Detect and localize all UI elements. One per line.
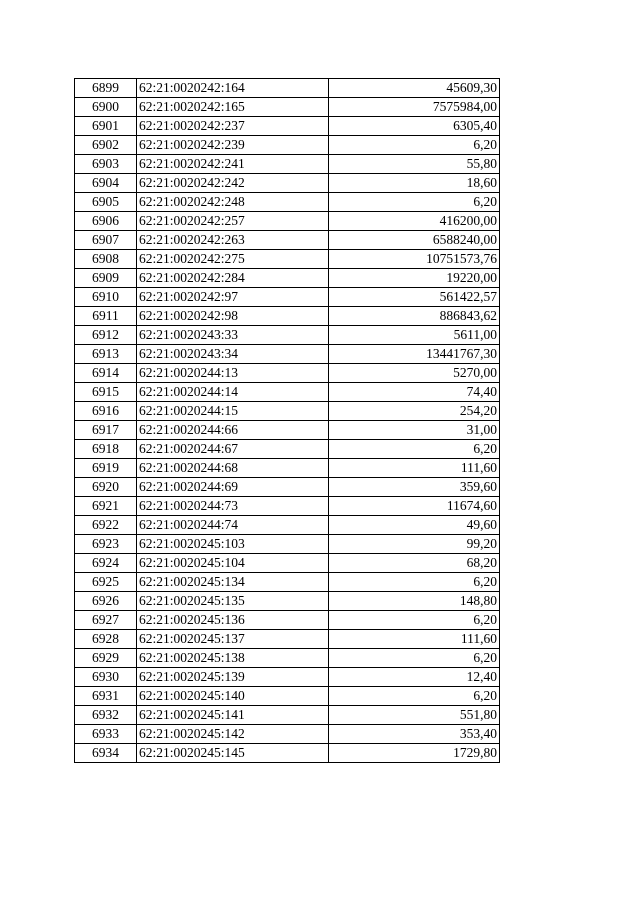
value-cell: 10751573,76 bbox=[329, 250, 500, 269]
cadastral-number-cell: 62:21:0020245:140 bbox=[137, 687, 329, 706]
value-cell: 18,60 bbox=[329, 174, 500, 193]
cadastral-number-cell: 62:21:0020242:275 bbox=[137, 250, 329, 269]
row-number-cell: 6926 bbox=[75, 592, 137, 611]
value-cell: 49,60 bbox=[329, 516, 500, 535]
table-row bbox=[75, 744, 500, 763]
value-cell: 359,60 bbox=[329, 478, 500, 497]
table-row bbox=[75, 269, 500, 288]
value-cell: 6,20 bbox=[329, 193, 500, 212]
row-number-cell: 6923 bbox=[75, 535, 137, 554]
table-row bbox=[75, 402, 500, 421]
table-row bbox=[75, 649, 500, 668]
table-row bbox=[75, 630, 500, 649]
row-number-cell: 6919 bbox=[75, 459, 137, 478]
table-row bbox=[75, 212, 500, 231]
table-row bbox=[75, 573, 500, 592]
row-number-cell: 6903 bbox=[75, 155, 137, 174]
cadastral-number-cell: 62:21:0020245:135 bbox=[137, 592, 329, 611]
value-cell: 1729,80 bbox=[329, 744, 500, 763]
row-number-cell: 6910 bbox=[75, 288, 137, 307]
table-row bbox=[75, 440, 500, 459]
value-cell: 55,80 bbox=[329, 155, 500, 174]
table-row bbox=[75, 592, 500, 611]
value-cell: 99,20 bbox=[329, 535, 500, 554]
table-row bbox=[75, 383, 500, 402]
cadastral-number-cell: 62:21:0020245:137 bbox=[137, 630, 329, 649]
value-cell: 11674,60 bbox=[329, 497, 500, 516]
table-row bbox=[75, 193, 500, 212]
row-number-cell: 6932 bbox=[75, 706, 137, 725]
row-number-cell: 6925 bbox=[75, 573, 137, 592]
cadastral-number-cell: 62:21:0020242:248 bbox=[137, 193, 329, 212]
cadastral-number-cell: 62:21:0020242:164 bbox=[137, 79, 329, 98]
cadastral-number-cell: 62:21:0020242:242 bbox=[137, 174, 329, 193]
cadastral-number-cell: 62:21:0020242:241 bbox=[137, 155, 329, 174]
table-row bbox=[75, 459, 500, 478]
table-row bbox=[75, 155, 500, 174]
value-cell: 68,20 bbox=[329, 554, 500, 573]
row-number-cell: 6915 bbox=[75, 383, 137, 402]
table-row bbox=[75, 554, 500, 573]
row-number-cell: 6902 bbox=[75, 136, 137, 155]
table-body bbox=[75, 79, 500, 763]
value-cell: 6,20 bbox=[329, 136, 500, 155]
cadastral-number-cell: 62:21:0020242:98 bbox=[137, 307, 329, 326]
row-number-cell: 6929 bbox=[75, 649, 137, 668]
table-row bbox=[75, 98, 500, 117]
value-cell: 148,80 bbox=[329, 592, 500, 611]
row-number-cell: 6908 bbox=[75, 250, 137, 269]
cadastral-number-cell: 62:21:0020242:284 bbox=[137, 269, 329, 288]
value-cell: 7575984,00 bbox=[329, 98, 500, 117]
cadastral-number-cell: 62:21:0020245:136 bbox=[137, 611, 329, 630]
cadastral-number-cell: 62:21:0020245:104 bbox=[137, 554, 329, 573]
value-cell: 6,20 bbox=[329, 573, 500, 592]
cadastral-number-cell: 62:21:0020242:239 bbox=[137, 136, 329, 155]
row-number-cell: 6906 bbox=[75, 212, 137, 231]
row-number-cell: 6901 bbox=[75, 117, 137, 136]
cadastral-number-cell: 62:21:0020245:145 bbox=[137, 744, 329, 763]
cadastral-number-cell: 62:21:0020243:34 bbox=[137, 345, 329, 364]
value-cell: 551,80 bbox=[329, 706, 500, 725]
table-row bbox=[75, 668, 500, 687]
row-number-cell: 6909 bbox=[75, 269, 137, 288]
row-number-cell: 6912 bbox=[75, 326, 137, 345]
cadastral-number-cell: 62:21:0020244:69 bbox=[137, 478, 329, 497]
row-number-cell: 6934 bbox=[75, 744, 137, 763]
row-number-cell: 6921 bbox=[75, 497, 137, 516]
row-number-cell: 6920 bbox=[75, 478, 137, 497]
value-cell: 6588240,00 bbox=[329, 231, 500, 250]
cadastral-number-cell: 62:21:0020244:13 bbox=[137, 364, 329, 383]
table-row bbox=[75, 345, 500, 364]
row-number-cell: 6911 bbox=[75, 307, 137, 326]
row-number-cell: 6913 bbox=[75, 345, 137, 364]
row-number-cell: 6927 bbox=[75, 611, 137, 630]
value-cell: 6,20 bbox=[329, 649, 500, 668]
table-row bbox=[75, 79, 500, 98]
table-row bbox=[75, 326, 500, 345]
cadastral-number-cell: 62:21:0020243:33 bbox=[137, 326, 329, 345]
row-number-cell: 6916 bbox=[75, 402, 137, 421]
cadastral-number-cell: 62:21:0020244:15 bbox=[137, 402, 329, 421]
value-cell: 111,60 bbox=[329, 459, 500, 478]
value-cell: 5270,00 bbox=[329, 364, 500, 383]
cadastral-number-cell: 62:21:0020244:74 bbox=[137, 516, 329, 535]
row-number-cell: 6904 bbox=[75, 174, 137, 193]
value-cell: 416200,00 bbox=[329, 212, 500, 231]
cadastral-number-cell: 62:21:0020245:134 bbox=[137, 573, 329, 592]
value-cell: 13441767,30 bbox=[329, 345, 500, 364]
value-cell: 6,20 bbox=[329, 611, 500, 630]
table-row bbox=[75, 117, 500, 136]
row-number-cell: 6931 bbox=[75, 687, 137, 706]
cadastral-number-cell: 62:21:0020245:103 bbox=[137, 535, 329, 554]
value-cell: 111,60 bbox=[329, 630, 500, 649]
row-number-cell: 6918 bbox=[75, 440, 137, 459]
cadastral-number-cell: 62:21:0020244:66 bbox=[137, 421, 329, 440]
row-number-cell: 6900 bbox=[75, 98, 137, 117]
table-row bbox=[75, 421, 500, 440]
cadastral-number-cell: 62:21:0020245:138 bbox=[137, 649, 329, 668]
value-cell: 561422,57 bbox=[329, 288, 500, 307]
value-cell: 6,20 bbox=[329, 440, 500, 459]
table-row bbox=[75, 174, 500, 193]
cadastral-number-cell: 62:21:0020244:68 bbox=[137, 459, 329, 478]
table-row bbox=[75, 478, 500, 497]
table-row bbox=[75, 307, 500, 326]
row-number-cell: 6905 bbox=[75, 193, 137, 212]
document-page bbox=[74, 78, 500, 763]
value-cell: 886843,62 bbox=[329, 307, 500, 326]
cadastral-number-cell: 62:21:0020244:73 bbox=[137, 497, 329, 516]
row-number-cell: 6907 bbox=[75, 231, 137, 250]
table-row bbox=[75, 611, 500, 630]
table-row bbox=[75, 250, 500, 269]
table-row bbox=[75, 535, 500, 554]
cadastral-number-cell: 62:21:0020242:237 bbox=[137, 117, 329, 136]
table-row bbox=[75, 516, 500, 535]
row-number-cell: 6930 bbox=[75, 668, 137, 687]
value-cell: 6,20 bbox=[329, 687, 500, 706]
table-row bbox=[75, 497, 500, 516]
cadastral-number-cell: 62:21:0020244:14 bbox=[137, 383, 329, 402]
cadastral-number-cell: 62:21:0020245:142 bbox=[137, 725, 329, 744]
table-row bbox=[75, 364, 500, 383]
row-number-cell: 6933 bbox=[75, 725, 137, 744]
value-cell: 353,40 bbox=[329, 725, 500, 744]
row-number-cell: 6914 bbox=[75, 364, 137, 383]
value-cell: 12,40 bbox=[329, 668, 500, 687]
row-number-cell: 6922 bbox=[75, 516, 137, 535]
cadastral-number-cell: 62:21:0020245:139 bbox=[137, 668, 329, 687]
row-number-cell: 6917 bbox=[75, 421, 137, 440]
value-cell: 45609,30 bbox=[329, 79, 500, 98]
value-cell: 74,40 bbox=[329, 383, 500, 402]
cadastral-number-cell: 62:21:0020245:141 bbox=[137, 706, 329, 725]
row-number-cell: 6924 bbox=[75, 554, 137, 573]
table-row bbox=[75, 136, 500, 155]
table-row bbox=[75, 231, 500, 250]
table-row bbox=[75, 288, 500, 307]
value-cell: 19220,00 bbox=[329, 269, 500, 288]
value-cell: 254,20 bbox=[329, 402, 500, 421]
value-cell: 31,00 bbox=[329, 421, 500, 440]
table-row bbox=[75, 706, 500, 725]
cadastral-number-cell: 62:21:0020244:67 bbox=[137, 440, 329, 459]
table-row bbox=[75, 725, 500, 744]
row-number-cell: 6928 bbox=[75, 630, 137, 649]
cadastral-number-cell: 62:21:0020242:257 bbox=[137, 212, 329, 231]
cadastral-number-cell: 62:21:0020242:165 bbox=[137, 98, 329, 117]
value-cell: 5611,00 bbox=[329, 326, 500, 345]
row-number-cell: 6899 bbox=[75, 79, 137, 98]
cadastral-value-table bbox=[74, 78, 500, 763]
table-row bbox=[75, 687, 500, 706]
value-cell: 6305,40 bbox=[329, 117, 500, 136]
cadastral-number-cell: 62:21:0020242:263 bbox=[137, 231, 329, 250]
cadastral-number-cell: 62:21:0020242:97 bbox=[137, 288, 329, 307]
